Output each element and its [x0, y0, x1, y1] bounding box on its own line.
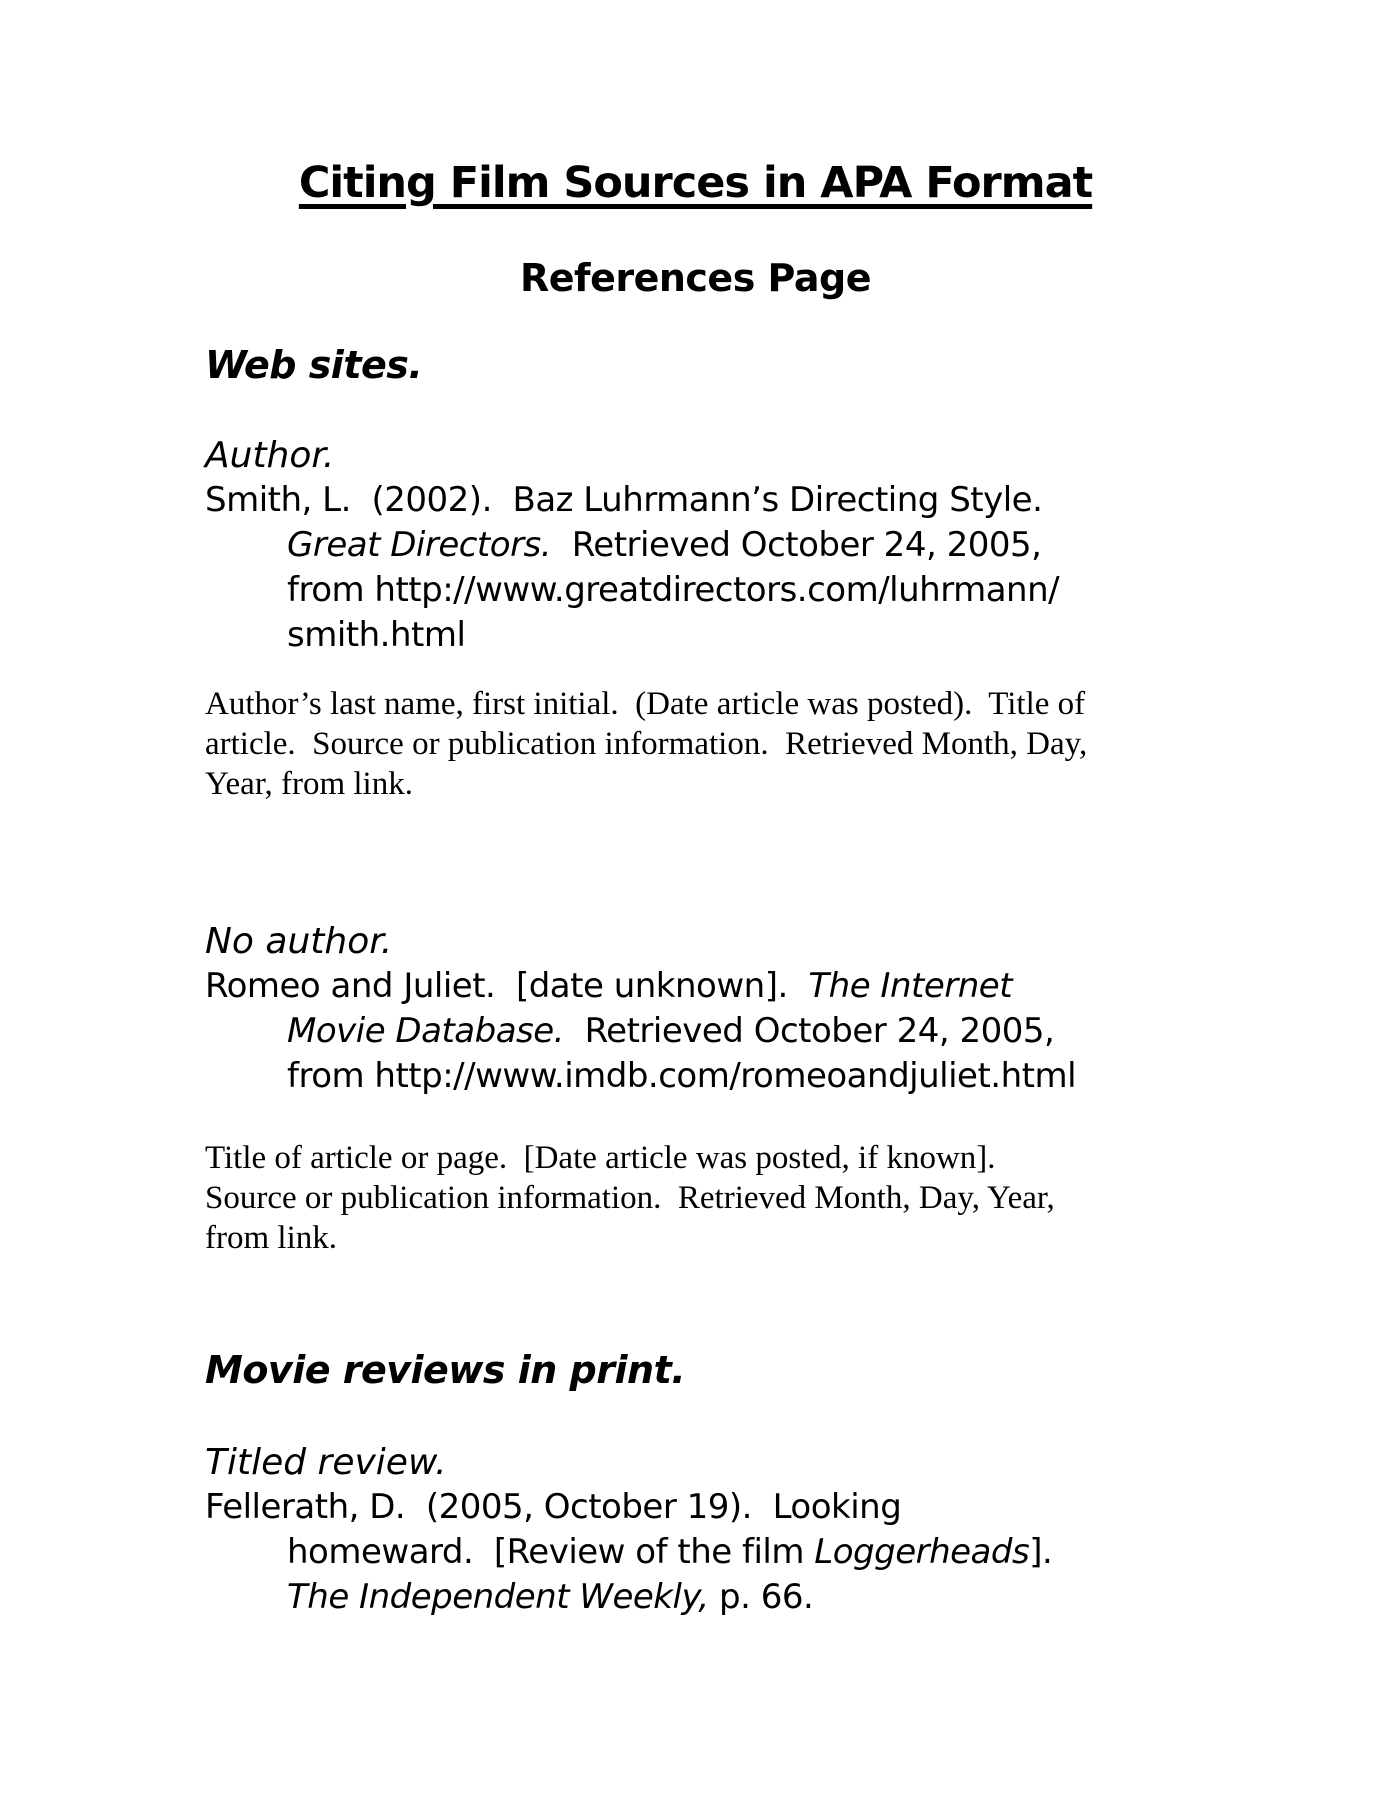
page-title: Citing Film Sources in APA Format [298, 158, 1093, 208]
citation-entry-no-author [205, 919, 1235, 1099]
explanation-line: Year, from link. [205, 766, 413, 802]
citation-text: p. 66. [708, 1577, 814, 1617]
explanation-line: Source or publication information. Retrieved Month, Day, Year, [205, 1180, 1055, 1216]
explanation-line: Title of article or page. [Date article was posted, if known]. [205, 1140, 996, 1176]
citation-text: ]. [1029, 1532, 1053, 1572]
citation-text: Retrieved October 24, 2005, [551, 525, 1042, 565]
citation-line [205, 1485, 1235, 1530]
explanation-no-author [205, 1138, 1285, 1258]
explanation-line: article. Source or publication information. Retrieved Month, Day, [205, 726, 1088, 762]
citation-entry-titled-review [205, 1440, 1235, 1620]
entry-label-author: Author. [205, 435, 335, 476]
entry-label-titled-review: Titled review. [205, 1442, 447, 1483]
citation-film-title-italic: Loggerheads [814, 1532, 1030, 1572]
citation-line [205, 613, 1235, 658]
explanation-line: Author’s last name, first initial. (Date article was posted). Title of [205, 686, 1086, 722]
citation-line [205, 1575, 1235, 1620]
citation-url: from http://www.greatdirectors.com/luhrmann/ [287, 570, 1060, 610]
citation-text: Retrieved October 24, 2005, [563, 1011, 1055, 1051]
citation-source-italic: Great Directors. [287, 525, 552, 565]
entry-label-no-author: No author. [205, 921, 393, 962]
section-heading-web-sites: Web sites. [205, 343, 423, 387]
citation-entry-author [205, 433, 1235, 658]
citation-source-italic: Movie Database. [287, 1011, 564, 1051]
citation-text: Fellerath, D. (2005, October 19). Looking [205, 1487, 902, 1527]
citation-line [205, 1054, 1235, 1099]
citation-text: Smith, L. (2002). Baz Luhrmann’s Directing Style. [205, 480, 1043, 520]
citation-line [205, 478, 1235, 523]
citation-text: homeward. [Review of the film [287, 1532, 815, 1572]
citation-source-italic: The Internet [808, 966, 1013, 1006]
citation-source-italic: The Independent Weekly, [287, 1577, 709, 1617]
citation-url: from http://www.imdb.com/romeoandjuliet.html [287, 1056, 1077, 1096]
citation-line [205, 568, 1235, 613]
citation-line [205, 523, 1235, 568]
explanation-line: from link. [205, 1220, 337, 1256]
section-heading-movie-reviews: Movie reviews in print. [205, 1348, 686, 1392]
citation-url: smith.html [287, 615, 466, 655]
citation-line [205, 964, 1235, 1009]
citation-line [205, 1530, 1235, 1575]
explanation-author [205, 684, 1285, 804]
citation-text: Romeo and Juliet. [date unknown]. [205, 966, 809, 1006]
page-subtitle: References Page [520, 256, 871, 300]
citation-line [205, 1009, 1235, 1054]
